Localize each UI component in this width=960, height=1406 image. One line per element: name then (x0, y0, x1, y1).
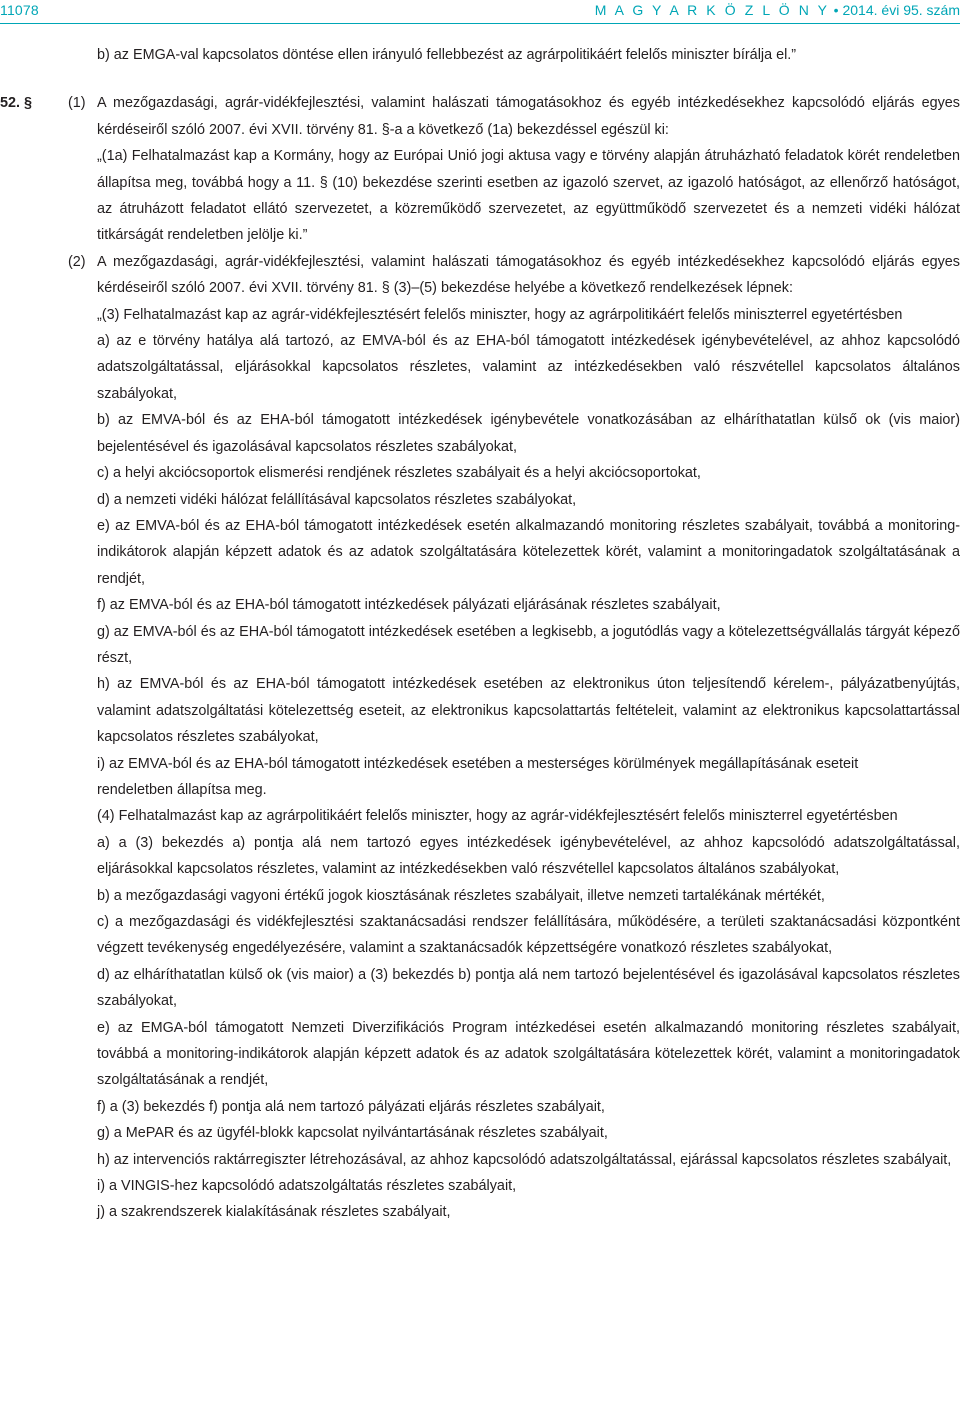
document-body (0, 42, 960, 1226)
provision-line: g) a MePAR és az ügyfél-blokk kapcsolat nyilvántartásának részletes szabályait, (97, 1125, 608, 1142)
paragraph-1 (0, 90, 960, 143)
provision-line: j) a szakrendszerek kialakításának részletes szabályait, (97, 1204, 451, 1221)
page-number: 11078 (0, 2, 39, 18)
provision-line: (4) Felhatalmazást kap az agrárpolitikáért felelős miniszter, hogy az agrár-vidékfejlesztésért felelős miniszterrel egyetértésben (97, 808, 898, 825)
paragraph-text: A mezőgazdasági, agrár-vidékfejlesztési, valamint halászati támogatásokhoz és egyéb intézkedésekhez kapcsolódó eljárás egyes kérdéseiről szóló 2007. évi XVII. törvény 81. §-a a következő (1a) bekezdéssel egészül ki: (97, 95, 960, 138)
provision-line: h) az EMVA-ból és az EHA-ból támogatott intézkedések esetében az elektronikus úton teljesítendő kérelem-, pályázatbenyújtás, valamint adatszolgáltatási kötelezettség eseteit, az elektronikus kapcsolattartás feltételeit, valamint az elektronikus kapcsolattartással kapcsolatos részletes szabályokat, (97, 676, 960, 746)
provision-line: a) a (3) bekezdés a) pontja alá nem tartozó egyes intézkedések igénybevételével, az ahhoz kapcsolódó adatszolgáltatással, eljárásokkal kapcsolatos részletes, valamint az intézkedésekben való részvétellel kapcsolatos általános szabályokat, (97, 834, 960, 878)
provision-line: d) az elháríthatatlan külső ok (vis maior) a (3) bekezdés b) pontja alá nem tartozó bejelentésével és igazolásával kapcsolatos részletes szabályokat, (97, 966, 960, 1010)
provision-line: i) az EMVA-ból és az EHA-ból támogatott intézkedések esetében a mesterséges körülmények megállapításának eseteit (97, 755, 859, 772)
paragraph-2 (0, 249, 960, 302)
provision-line: i) a VINGIS-hez kapcsolódó adatszolgáltatás részletes szabályait, (97, 1178, 517, 1195)
provision-line: d) a nemzeti vidéki hálózat felállításával kapcsolatos részletes szabályokat, (97, 491, 577, 508)
provision-line: a) az e törvény hatálya alá tartozó, az EMVA-ból és az EHA-ból támogatott intézkedések igénybevételével, az ahhoz kapcsolódó adatszolgáltatással, eljárásokkal kapcsolatos részletes, valamint az intézkedésekben való részvétellel kapcsolatos általános szabályokat, (97, 333, 960, 402)
provision-line: g) az EMVA-ból és az EHA-ból támogatott intézkedések esetében a legkisebb, a jogutódlás vagy a kötelezettségvállalás tárgyát képező részt, (97, 623, 960, 666)
quoted-provision: „(1a) Felhatalmazást kap a Kormány, hogy az Európai Unió jogi aktusa vagy e törvény alapján átruházható feladatok körét rendeletben állapítsa meg, továbbá hogy a 11. § (10) bekezdése szerinti esetben az igazoló szervet, az igazoló hatóságot, az ellenőrző hatóságot, az átruházott feladatot ellátó szervezetet, a közreműködő szervezetet, az együttműködő szervezetet és a nemzeti vidéki hálózat titkárságát rendeletben jelölje ki.” (97, 148, 960, 244)
provision-line: „(3) Felhatalmazást kap az agrár-vidékfejlesztésért felelős miniszter, hogy az agrárpolitikáért felelős miniszterrel egyetértésben (97, 306, 903, 323)
provision-line: c) a mezőgazdasági és vidékfejlesztési szaktanácsadási rendszer felállítására, működésére, a területi szaktanácsadási központként végzett tevékenység engedélyezésére, valamint a szaktanácsadók képzettségére vonatkozó részletes szabályokat, (97, 914, 960, 957)
issue-label: 2014. évi 95. szám (842, 2, 960, 18)
journal-title (595, 2, 960, 18)
provision-line: e) az EMGA-ból támogatott Nemzeti Diverzifikációs Program intézkedései esetén alkalmazandó monitoring részletes szabályait, továbbá a monitoring-indikátorok alapján képzett adatok és az adatok szolgáltatására kötelezettek körét, valamint a monitoringadatok szolgáltatásának a rendjét, (97, 1019, 960, 1089)
bullet-separator: • (833, 2, 839, 18)
paragraph-text: A mezőgazdasági, agrár-vidékfejlesztési, valamint halászati támogatásokhoz és egyéb intézkedésekhez kapcsolódó eljárás egyes kérdéseiről szóló 2007. évi XVII. törvény 81. § (3)–(5) bekezdése helyébe a következő rendelkezések lépnek: (97, 253, 960, 297)
page-header (0, 0, 960, 24)
section-number: 52. § (0, 95, 33, 112)
provision-line: c) a helyi akciócsoportok elismerési rendjének részletes szabályait és a helyi akciócsoportokat, (97, 465, 701, 482)
provision-line: b) az EMVA-ból és az EHA-ból támogatott intézkedések igénybevétele vonatkozásában az elháríthatatlan külső ok (vis maior) bejelentésével és igazolásával kapcsolatos részletes szabályokat, (97, 412, 960, 455)
provision-line: f) az EMVA-ból és az EHA-ból támogatott intézkedések pályázati eljárásának részletes szabályait, (97, 597, 721, 614)
header-rule (0, 23, 960, 24)
paragraph-number: (2) (68, 253, 86, 270)
journal-name: M A G Y A R K Ö Z L Ö N Y (594, 2, 830, 18)
paragraph-number: (1) (68, 95, 86, 112)
provision-line: rendeletben állapítsa meg. (97, 781, 267, 798)
provision-line: f) a (3) bekezdés f) pontja alá nem tartozó pályázati eljárás részletes szabályait, (97, 1098, 605, 1115)
provision-line: h) az intervenciós raktárregiszter létrehozásával, az ahhoz kapcsolódó adatszolgáltatással, ejárással kapcsolatos részletes szabályait, (97, 1151, 952, 1168)
provision-line: e) az EMVA-ból és az EHA-ból támogatott intézkedések esetén alkalmazandó monitoring részletes szabályait, továbbá a monitoring-indikátorok alapján képzett adatok és az adatok szolgáltatására kötelezettek körét, valamint a monitoringadatok szolgáltatásának a rendjét, (97, 517, 960, 587)
intro-paragraph: b) az EMGA-val kapcsolatos döntése ellen irányuló fellebbezést az agrárpolitikáért felelős miniszter bírálja el.” (97, 47, 797, 63)
provision-line: b) a mezőgazdasági vagyoni értékű jogok kiosztásának részletes szabályait, illetve nemzeti tartalékának mértékét, (97, 887, 825, 904)
